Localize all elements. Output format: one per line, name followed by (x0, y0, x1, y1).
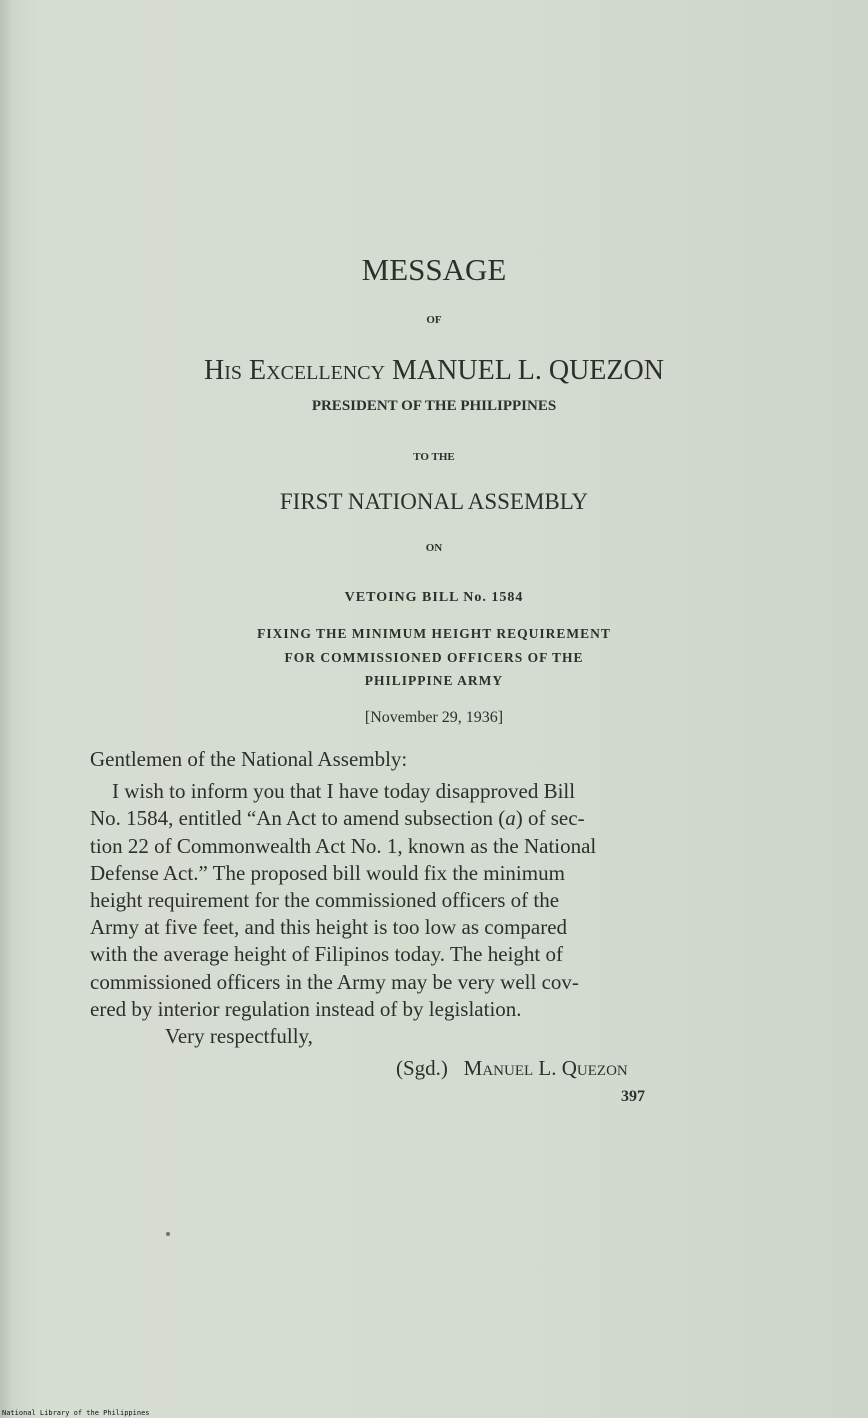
body-line: tion 22 of Commonwealth Act No. 1, known as the National (90, 833, 597, 858)
on-label: ON (425, 542, 443, 554)
signature-name-rest: L. Quezon (538, 1056, 628, 1080)
body-line: height requirement for the commissioned officers of the (90, 888, 560, 913)
president-name-line (0, 355, 868, 387)
body-line: No. 1584, entitled “An Act to amend subsection (a) of sec- (90, 806, 585, 831)
body-line: Army at five feet, and this height is too low as compared (90, 915, 568, 940)
specks (166, 1232, 170, 1236)
bill-heading: VETOING BILL No. 1584 (344, 590, 524, 605)
president-name: MANUEL L. QUEZON (392, 355, 664, 386)
assembly-heading: FIRST NATIONAL ASSEMBLY (279, 489, 589, 514)
message-body (90, 746, 738, 1050)
sgd-label: (Sgd.) (396, 1056, 448, 1080)
subject-line-3: PHILIPPINE ARMY (364, 673, 504, 688)
body-line: with the average height of Filipinos today. The height of (90, 942, 563, 967)
closing: Very respectfully, (165, 1024, 313, 1049)
date-line: [November 29, 1936] (364, 709, 504, 726)
subject-line-1: FIXING THE MINIMUM HEIGHT REQUIREMENT (257, 626, 611, 641)
his-prefix: His (204, 355, 243, 386)
body-line: ered by interior regulation instead of by legislation. (90, 996, 522, 1021)
title: MESSAGE (361, 252, 507, 287)
to-the-label: TO THE (413, 451, 455, 463)
signature-line (396, 1056, 628, 1081)
page-number: 397 (621, 1088, 645, 1105)
body-line: Defense Act.” The proposed bill would fix the minimum (90, 860, 565, 885)
body-line: commissioned officers in the Army may be very well cov- (90, 969, 579, 994)
library-footer: National Library of the Philippines (2, 1409, 150, 1417)
president-position: PRESIDENT OF THE PHILIPPINES (311, 398, 557, 414)
signature-name-first: Manuel (463, 1056, 534, 1080)
salutation: Gentlemen of the National Assembly: (90, 747, 408, 771)
subject-line-2: FOR COMMISSIONED OFFICERS OF THE (284, 650, 584, 665)
of-label: OF (426, 314, 442, 326)
body-line: I wish to inform you that I have today disapproved Bill (112, 779, 576, 804)
excellency: Excellency (249, 355, 386, 386)
